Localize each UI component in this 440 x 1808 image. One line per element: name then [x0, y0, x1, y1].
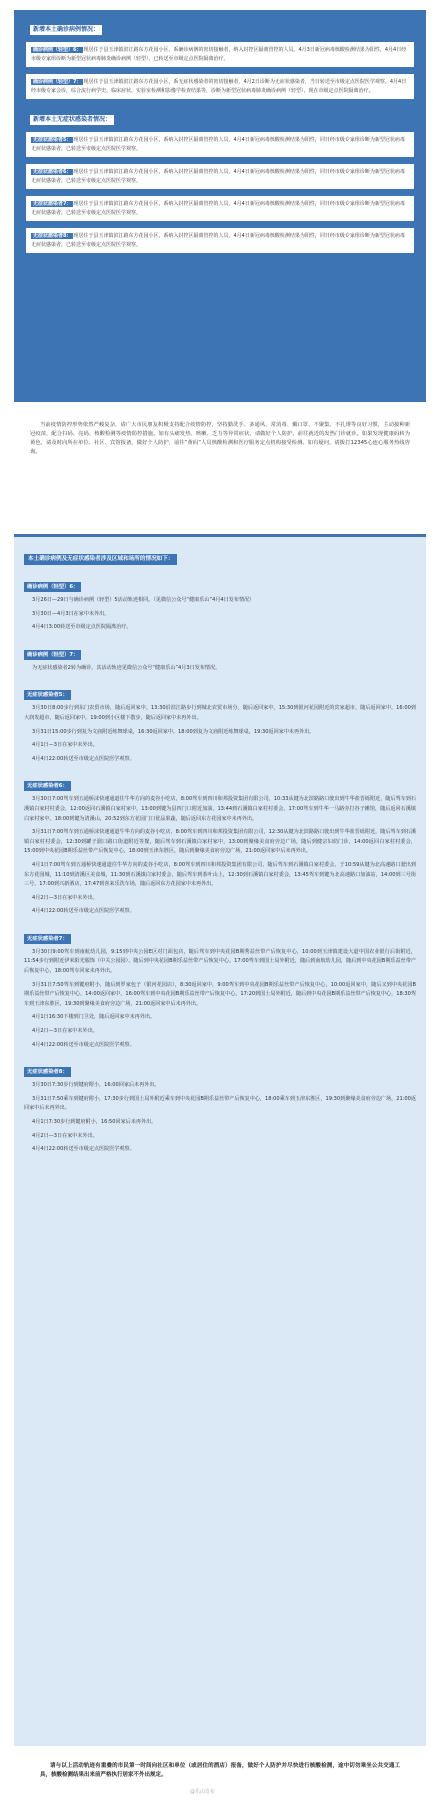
case-paragraph: 3月30日7:00驾车到五通桥沫快速通道往牛华方向的麦谷小吃店，8:00驾车到四川和邦投资集团有限公司，10:33从键为北滨路路口驶出到牛华盐晋砾附近，随后驾车到石溪镇白家村村委会，12:00返回石溪镇白家村家中，13:00到键为县四门口附近加油，13:44到石溪镇白家村村委会，17:00驾车到牛华一马路旁打谷子摊馆，随后返回石溪镇白家村家中。18:00到键为清溪山，20:52到东方花园门口优品果蔬，随后返回东方花园家中未再外出。 — [24, 796, 416, 822]
confirmed-case-7-tag: 确诊病例（轻型）7： — [33, 79, 82, 85]
case-paragraph: 4月4日22:00转送至市级定点医院医学观察。 — [32, 755, 135, 762]
asymptomatic-5-text: 现居住于县玉津镇滨江路东方花园小区，系纳入封控区隔离管控的人员，4月4日新冠病毒核酸检测结果为阳性，同日经市级专家组诊断为新型冠状病毒无症状感染者，已转送至市级定点医院医学观察。 — [31, 137, 405, 152]
case-paragraph: 3月31日7:50驾车到键府附小，随后到罗家包子（银河花园店），8:30返回家中，9:00驾车到中央花园B期乐益丝带产后恢复中心，10:00返回家中，随后又到中央花园B期乐益丝带产后恢复中心，14:00返回家中，16:00驾车到中央花园B期乐益丝带产后恢复中心，17:20到国土局外附近，随后到中央花园B期乐益丝带产后恢复中心，18:30驾车到玉津东胜区，19:30到聚缘美食府旁边广场，21:00返回家中后未再外出。 — [24, 981, 416, 1007]
case-paragraph: 3月31日7:50乘车到键府附小，17:30步行到国土局外附近乘车到中央花园B期乐益丝带产后恢复中心，18:00乘车到玉津东胜区，19:30到聚缘美食府旁边广场，21:00返回家中后未再外出。 — [24, 1095, 416, 1112]
case-paragraph: 3月31日15:00步行到复为文庙附近练舞球桌，16:30返回家中。18:00到复为文庙附近练舞球桌，19:30返回家中未再外出。 — [32, 728, 315, 735]
prevention-notice: 当前疫情防控形势依然严峻复杂，请广大市民朋友积极支持配合疫情防控，坚持勤洗手、多通风、常消毒、戴口罩、不聚集、不扎堆等良好习惯，主动接种新冠疫苗，配合扫码、亮码、核酸检测等疫情防控措施。如有头痛发热、咳嗽、乏力等异常症状，请做好个人防护，前往就近的发热门诊就诊。如果发现健康码转为黄色，请及时向所在单位、社区、宾馆报备，做好个人防护，前往“黄码”人员核酸检测和医疗服务定点机构接受检测。如有疑问，请拨打12345心连心服务热线咨询。 — [30, 422, 410, 456]
confirmed-case-6-text: 现居住于县玉津镇滨江路东方花园小区，系确诊病例的密切接触者，纳入封控区隔离管控的人员。4月3日新冠病毒核酸检测结果为阳性，4月4日经市级专家组诊断为新型冠状病毒肺炎确诊病例（轻型），已转送至市级定点医院隔离治疗。 — [31, 47, 407, 62]
asymptomatic-7-card — [26, 196, 414, 221]
trajectory-heading: 本土确诊病例及无症状感染者涉及区域和场所的情况如下： — [24, 554, 177, 565]
case-paragraph: 4月2日—3日在家中未外出。 — [32, 1132, 98, 1139]
asymptomatic-8-tag: 无症状感染者8： — [33, 233, 72, 239]
case-paragraph: 4月4日3:00转送至市级定点医院隔离治疗。 — [32, 624, 132, 631]
case-paragraph: 4月4日22:00转送至市级定点医院医学观察。 — [32, 1041, 135, 1048]
case-paragraph: 4月1日7:00驾车到五通桥快速通道往牛华方向的麦谷小吃店，8:00驾车到四川和邦投资集团有限公司，随后驾车到石溪镇白家村委会，于10:59从键为北高速路口驶出到东方花园城，11:10到清溪区美食城，11:30到石溪镇白家村委会，随后驾车到茶叶山上，12:30到石溪镇白家村委会，13:45驾车到键为北高速路口加油站，14:00到三号街三号，17:00到兴新酒店，17:47到喜来乐洗车场，随后返回东方花园家中未再外出。 — [24, 861, 416, 888]
asymptomatic-heading: 新增本土无症状感染者情况： — [30, 115, 114, 125]
confirmed-case-7-text: 现居住于县玉津镇滨江路东方花园小区，系无症状感染者的密切接触者，4月2日诊断为无症状感染者，当日转送至市级定点医院医学观察。4月4日经市级专家会诊，综合流行病学史、临床症状、实验室检测和影像学检查结果等，诊断为新型冠状病毒肺炎确诊病例（轻型），现在市级定点医院隔离治疗。 — [31, 79, 407, 94]
trajectory-asymptomatic-5 — [24, 681, 416, 764]
confirmed-case-6-tag: 确诊病例（轻型）6： — [33, 47, 82, 53]
case-tag: 无症状感染者7： — [24, 934, 71, 944]
trajectory-confirmed-7 — [24, 641, 416, 674]
case-paragraph: 4月4日22:00转送至市级定点医院医学观察。 — [32, 908, 135, 915]
case-paragraph: 3月26日—29日与确诊病例（轻型）5活动轨迹相同。（见微信公众号“健康乐山”4月4日发布情况） — [32, 597, 255, 603]
case-paragraph: 4月1日—3日在家中未外出。 — [32, 742, 98, 749]
asymptomatic-6-card — [26, 164, 414, 189]
case-paragraph: 4月4日22:00转送至市级定点医院医学观察。 — [32, 1146, 135, 1153]
asymptomatic-7-tag: 无症状感染者7： — [33, 201, 72, 207]
confirmed-case-7-card — [26, 74, 414, 99]
case-tag: 无症状感染者5： — [24, 690, 71, 700]
confirmed-case-6-card — [26, 42, 414, 67]
new-cases-panel — [14, 10, 426, 402]
case-paragraph: 为无症状感染者2转为确诊，其活动轨迹见微信公众号“健康乐山”4月3日发布情况。 — [32, 664, 221, 671]
asymptomatic-heading-wrap — [14, 106, 426, 125]
case-paragraph: 4月1日16:30下楼到门卫处，随后返回家中未再外出。 — [32, 1014, 156, 1021]
asymptomatic-5-tag: 无症状感染者5： — [33, 137, 72, 143]
case-tag: 无症状感染者6： — [24, 781, 71, 791]
case-paragraph: 3月30日8:00步行到东门农贸市场，随后返回家中。13:30沿滨江路步行到城北农贸市场分，随后返回家中。15:30到银河花园附近的宾家超市，随后返回家中。16:00到大润发超市，随后返回家中。19:00到小区楼下散步，随后返回家中未再外出。 — [24, 705, 416, 721]
source-watermark: @乐山发布 — [190, 1789, 216, 1795]
case-paragraph: 3月30日—4月3日在家中未外出。 — [32, 610, 110, 617]
confirmed-cases-heading: 新增本土确诊病例情况： — [30, 25, 102, 35]
case-paragraph: 3月30日9:00驾车到南航幼儿园，9:15到中央公园E区对门面包店，随后驾车到中央花园B期秀益丝带产后恢复中心，10:00到玉津镇建设大道中国农业银行后街附近，11:54步行到附近伊米阳光服饰（中关公园园），随后到中央花园B期乐益丝带产后恢复中心。17:00驾车到国土局外附近，随后到南航幼儿园，随后到中央花园B期乐益丝带产后恢复中心，18:00驾车回家未再外出。 — [24, 948, 416, 975]
trajectory-confirmed-6 — [24, 573, 416, 633]
asymptomatic-8-card — [26, 228, 414, 253]
asymptomatic-8-text: 现居住于县玉津镇滨江路东方花园小区，系纳入封控区隔离管控的人员，4月4日新冠病毒核酸检测结果为阳性，同日经市级专家组诊断为新型冠状病毒无症状感染者，已转送至市级定点医院医学观察。 — [31, 233, 405, 248]
closing-notice: 请与以上活动轨迹有重叠的市民第一时间向社区和单位（或居住的酒店）报备，做好个人防护并尽快进行核酸检测，途中切勿乘坐公共交通工具，核酸检测结果出来前严格执行居家不外出规定。 — [40, 1762, 400, 1778]
case-tag: 无症状感染者8： — [24, 1067, 71, 1077]
asymptomatic-5-card — [26, 132, 414, 157]
case-paragraph: 3月30日7:30步行到键府附小，16:00回家后未再外出。 — [32, 1082, 160, 1089]
case-tag: 确诊病例（轻型）7： — [24, 650, 81, 660]
case-paragraph: 3月31日7:00驾车到五通桥沫快速通道牛华方向的麦谷小吃店，8:00驾车到四川和邦投资集团有限公司，12:30从键为北滨路路口驶出到牛华盐晋砾附近，随后驾车到石溪镇白家村村委会，12:30到罐子溜口路口街道附近等餐，随后驾车到石溪镇白家村家中，13:00到聚缘美食府旁边广场，随后到健宗妇幼门诊，14:00返回白家村村委会，15:00到中央花园B期乐益丝带产后恢复中心，18:00到玉津东胜区，随后到聚缘美食府旁边广场，21:00返回家中后未再外出。 — [24, 829, 416, 855]
trajectory-asymptomatic-8 — [24, 1058, 416, 1155]
trajectory-panel — [14, 534, 426, 1746]
asymptomatic-7-text: 现居住于县玉津镇滨江路东方花园小区，系纳入封控区隔离管控的人员，4月4日新冠病毒核酸检测结果为阳性，同日经市级专家组诊断为新型冠状病毒无症状感染者，已转送至市级定点医院医学观察。 — [31, 201, 405, 216]
trajectory-asymptomatic-7 — [24, 925, 416, 1050]
trajectory-asymptomatic-6 — [24, 772, 416, 917]
asymptomatic-6-text: 现居住于县玉津镇滨江路东方花园小区，系纳入封控区隔离管控的人员，4月4日新冠病毒核酸检测结果为阳性，同日经市级专家组诊断为新型冠状病毒无症状感染者，已转送至市级定点医院医学观察。 — [31, 169, 405, 184]
case-paragraph: 4月1日7:30步行到键府附小，16:50回家后未再外出。 — [32, 1119, 157, 1125]
asymptomatic-6-tag: 无症状感染者6： — [33, 169, 72, 175]
case-tag: 确诊病例（轻型）6： — [24, 582, 81, 592]
case-paragraph: 4月2日—3日在家中未外出。 — [32, 1028, 98, 1035]
case-paragraph: 4月2日—3日在家中未外出。 — [32, 894, 98, 901]
